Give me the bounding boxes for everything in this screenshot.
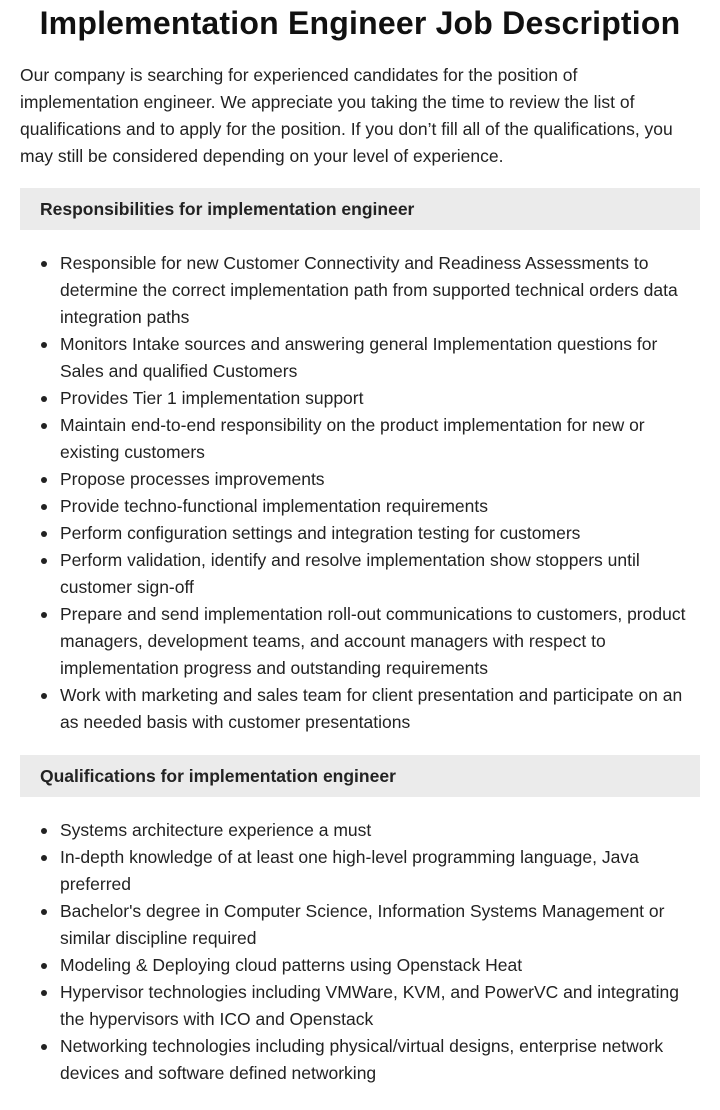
list-item: Systems architecture experience a must <box>20 817 700 844</box>
responsibilities-heading: Responsibilities for implementation engineer <box>20 188 700 230</box>
list-item: Provide techno-functional implementation requirements <box>20 493 700 520</box>
list-item: In-depth knowledge of at least one high-level programming language, Java preferred <box>20 844 700 898</box>
list-item: Provides Tier 1 implementation support <box>20 385 700 412</box>
intro-paragraph: Our company is searching for experienced candidates for the position of implementation engineer. We appreciate you taking the time to review the list of qualifications and to apply for the position. If you don’t fill all of the qualifications, you may still be considered depending on your level of experience. <box>20 65 673 166</box>
list-item: Work with marketing and sales team for client presentation and participate on an as needed basis with customer presentations <box>20 682 700 736</box>
qualifications-heading: Qualifications for implementation engineer <box>20 755 700 797</box>
list-item: Prepare and send implementation roll-out communications to customers, product managers, development teams, and account managers with respect to implementation progress and outstanding requirements <box>20 601 700 682</box>
page-title: Implementation Engineer Job Description <box>39 5 681 41</box>
list-item: Propose processes improvements <box>20 466 700 493</box>
list-item: Monitors Intake sources and answering general Implementation questions for Sales and qualified Customers <box>20 331 700 385</box>
list-item: Responsible for new Customer Connectivity and Readiness Assessments to determine the correct implementation path from supported technical orders data integration paths <box>20 250 700 331</box>
list-item: Hypervisor technologies including VMWare, KVM, and PowerVC and integrating the hypervisors with ICO and Openstack <box>20 979 700 1033</box>
list-item: Networking technologies including physical/virtual designs, enterprise network devices and software defined networking <box>20 1033 700 1087</box>
list-item: Maintain end-to-end responsibility on the product implementation for new or existing customers <box>20 412 700 466</box>
list-item: Perform configuration settings and integration testing for customers <box>20 520 700 547</box>
list-item: Modeling & Deploying cloud patterns using Openstack Heat <box>20 952 700 979</box>
responsibilities-list <box>20 250 700 736</box>
list-item: Bachelor's degree in Computer Science, Information Systems Management or similar discipline required <box>20 898 700 952</box>
qualifications-list <box>20 817 700 1087</box>
list-item: Perform validation, identify and resolve implementation show stoppers until customer sign-off <box>20 547 700 601</box>
